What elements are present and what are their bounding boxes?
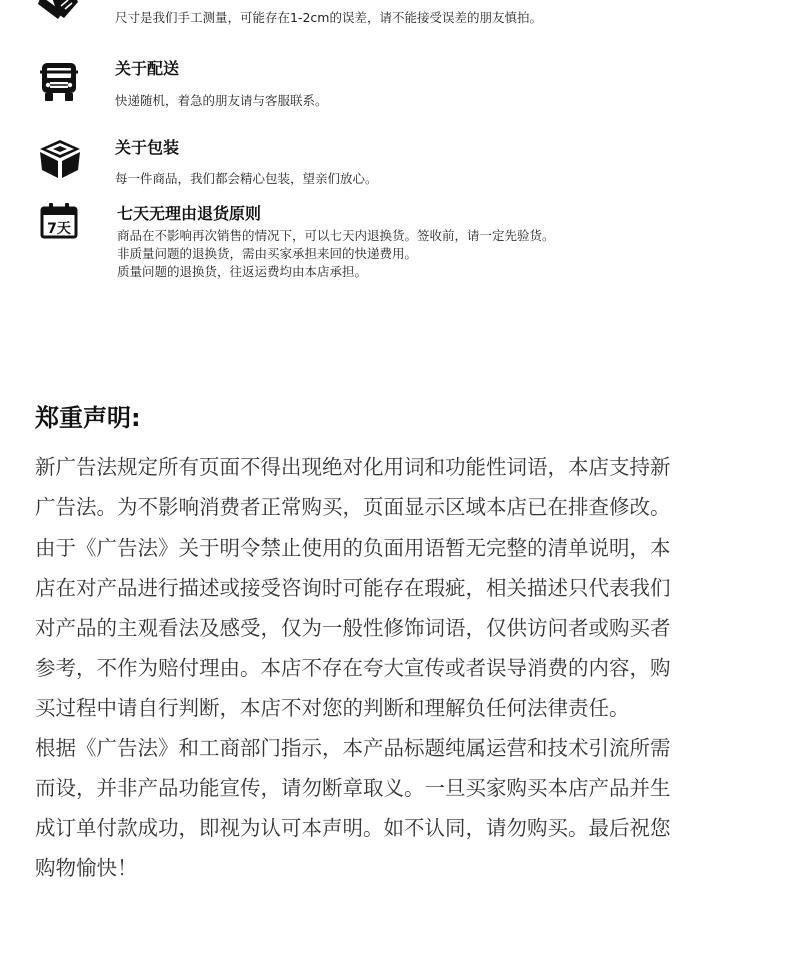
statement-heading: 郑重声明: [35,404,141,432]
returns-policy-line-1: 商品在不影响再次销售的情况下，可以七天内退换货。签收前，请一定先验货。 [117,228,555,243]
statement-line: 由于《广告法》关于明令禁止使用的负面用语暂无完整的清单说明，本 [35,536,671,560]
statement-line: 店在对产品进行描述或接受咨询时可能存在瑕疵，相关描述只代表我们 [35,576,671,600]
returns-policy-title: 七天无理由退货原则 [117,204,262,223]
statement-line: 对产品的主观看法及感受，仅为一般性修饰词语，仅供访问者或购买者 [35,616,671,640]
returns-policy-line-3: 质量问题的退换货，往返运费均由本店承担。 [117,264,368,279]
measurement-note: 尺寸是我们手工测量，可能存在1-2cm的误差，请不能接受误差的朋友慎拍。 [115,10,542,25]
statement-line: 广告法。为不影响消费者正常购买，页面显示区域本店已在排查修改。 [35,495,671,519]
statement-line: 而设，并非产品功能宣传，请勿断章取义。一旦买家购买本店产品并生 [35,776,671,800]
packaging-title: 关于包装 [115,138,180,157]
statement-line: 购物愉快！ [35,856,138,880]
statement-line: 根据《广告法》和工商部门指示，本产品标题纯属运营和技术引流所需 [35,736,671,760]
delivery-truck-icon [40,61,78,103]
calendar-7-days-icon [40,203,78,239]
statement-line: 买过程中请自行判断，本店不对您的判断和理解负任何法律责任。 [35,696,630,720]
shipping-note: 快递随机，着急的朋友请与客服联系。 [115,93,328,108]
returns-policy-line-2: 非质量问题的退换货，需由买家承担来回的快递费用。 [117,246,418,261]
calendar-icon-label: 7天 [47,221,71,237]
statement-line: 成订单付款成功，即视为认可本声明。如不认同，请勿购买。最后祝您 [35,816,671,840]
ruler-pencil-icon [38,0,80,22]
packaging-note: 每一件商品，我们都会精心包装，望亲们放心。 [115,171,378,186]
shipping-title: 关于配送 [115,59,180,78]
statement-line: 参考，不作为赔付理由。本店不存在夸大宣传或者误导消费的内容，购 [35,656,671,680]
statement-line: 新广告法规定所有页面不得出现绝对化用词和功能性词语，本店支持新 [35,455,671,479]
package-box-icon [38,138,82,180]
